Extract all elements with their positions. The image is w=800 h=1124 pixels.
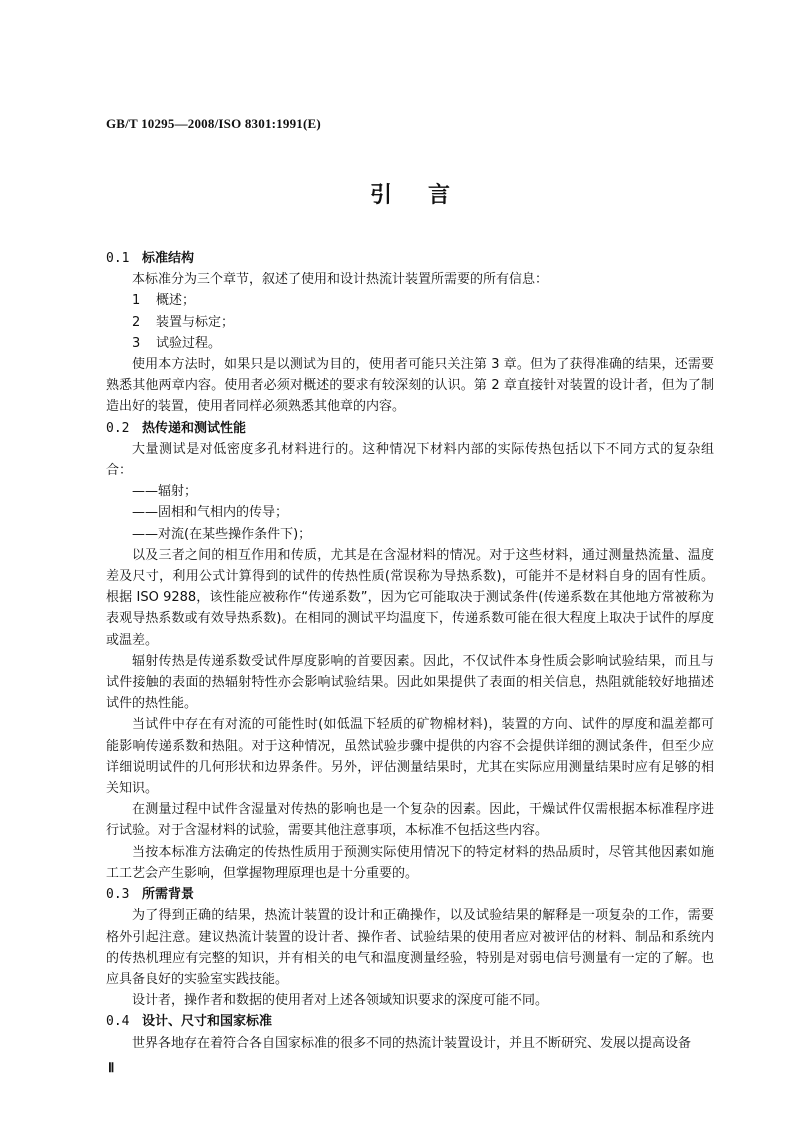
- standard-id-header: GB/T 10295—2008/ISO 8301:1991(E): [106, 116, 321, 131]
- paragraph: 为了得到正确的结果，热流计装置的设计和正确操作，以及试验结果的解释是一项复杂的工作，需要格外引起注意。建议热流计装置的设计者、操作者、试验结果的使用者应对被评估的材料、制品和系统内的传热机理应有完整的知识，并有相关的电气和温度测量经验，特别是对弱电信号测量有一定的了解。也应具备良好的实验室实践技能。: [106, 908, 714, 987]
- list-item: 3 试验过程。: [132, 335, 222, 351]
- paragraph: 以及三者之间的相互作用和传质，尤其是在含湿材料的情况。对于这些材料，通过测量热流量、温度差及尺寸，利用公式计算得到的试件的传热性质(常误称为导热系数)，可能并不是材料自身的固有性质。根据 ISO 9288，该性能应被称作“传递系数”，因为它可能取决于测试条件(传递系数在其他地方常被称为表观导热系数或有效导热系数)。在相同的测试平均温度下，传递系数可能在很大程度上取决于试件的厚度或温差。: [106, 547, 714, 648]
- paragraph: 当按本标准方法确定的传热性质用于预测实际使用情况下的特定材料的热品质时，尽管其他因素如施工工艺会产生影响，但掌握物理原理也是十分重要的。: [106, 844, 714, 881]
- page-title: 引言: [369, 183, 486, 208]
- paragraph: 本标准分为三个章节，叙述了使用和设计热流计装置所需要的所有信息：: [132, 272, 549, 288]
- section-heading-0-3: 0.3 所需背景: [106, 887, 195, 903]
- section-heading-0-1: 0.1 标准结构: [106, 251, 195, 266]
- paragraph: 辐射传热是传递系数受试件厚度影响的首要因素。因此，不仅试件本身性质会影响试验结果，而且与试件接触的表面的热辐射特性亦会影响试验结果。因此如果提供了表面的相关信息，热阻就能较好地描述试件的热性能。: [106, 653, 714, 712]
- section-heading-0-4: 0.4 设计、尺寸和国家标准: [106, 1014, 273, 1030]
- paragraph: 当试件中存在有对流的可能性时(如低温下轻质的矿物棉材料)，装置的方向、试件的厚度和温差都可能影响传递系数和热阻。对于这种情况，虽然试验步骤中提供的内容不会提供详细的测试条件，但至少应详细说明试件的几何形状和边界条件。另外，评估测量结果时，尤其在实际应用测量结果时应有足够的相关知识。: [106, 717, 714, 797]
- list-item: 2 装置与标定；: [132, 314, 235, 330]
- paragraph: 使用本方法时，如果只是以测试为目的，使用者可能只关注第 3 章。但为了获得准确的结果，还需要熟悉其他两章内容。使用者必须对概述的要求有较深刻的认识。第 2 章直接针对装置的设计者，但为了制造出好的装置，使用者同样必须熟悉其他章的内容。: [106, 357, 714, 415]
- dash-list-item: ——固相和气相内的传导；: [132, 505, 289, 521]
- list-item: 1 概述；: [132, 293, 196, 309]
- section-heading-0-2: 0.2 热传递和测试性能: [106, 420, 247, 436]
- dash-list-item: ——对流(在某些操作条件下)；: [132, 526, 312, 542]
- paragraph: 大量测试是对低密度多孔材料进行的。这种情况下材料内部的实际传热包括以下不同方式的复杂组合：: [106, 441, 714, 479]
- paragraph: 设计者，操作者和数据的使用者对上述各领域知识要求的深度可能不同。: [132, 993, 549, 1009]
- document-body: [106, 248, 714, 1054]
- paragraph: 世界各地存在着符合各自国家标准的很多不同的热流计装置设计，并且不断研究、发展以提高设备: [132, 1035, 692, 1051]
- paragraph: 在测量过程中试件含湿量对传热的影响也是一个复杂的因素。因此，干燥试件仅需根据本标准程序进行试验。对于含湿材料的试验，需要其他注意事项，本标准不包括这些内容。: [106, 802, 714, 839]
- dash-list-item: ——辐射；: [132, 484, 198, 500]
- page-number: Ⅱ: [108, 1060, 115, 1075]
